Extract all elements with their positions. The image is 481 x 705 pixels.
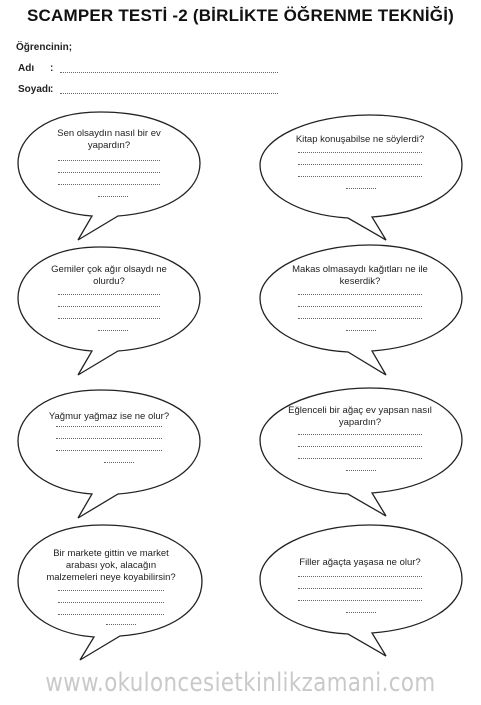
question-3: Gemiler çok ağır olsaydı ne olurdu? [51,264,167,287]
answer-line[interactable] [346,612,376,613]
answer-line[interactable] [298,446,422,447]
question-1: Sen olsaydın nasıl bir ev yapardın? [57,128,161,151]
question-8: Filler ağaçta yaşasa ne olur? [299,557,421,568]
answer-line[interactable] [298,434,422,435]
answer-line[interactable] [58,306,160,307]
page-title: SCAMPER TESTİ -2 (BİRLİKTE ÖĞRENME TEKNİĞİ) [26,6,454,25]
answer-line[interactable] [298,306,422,307]
answer-line[interactable] [346,330,376,331]
speech-bubble-5 [18,390,200,518]
answer-line[interactable] [106,624,136,625]
answer-line[interactable] [346,188,376,189]
name-colon: : [50,63,54,74]
answer-line[interactable] [58,160,160,161]
student-heading: Öğrencinin; [16,42,73,53]
watermark: www.okuloncesietkinlikzamani.com [45,668,436,698]
answer-line[interactable] [58,318,160,319]
answer-line[interactable] [58,172,160,173]
question-6: Eğlenceli bir ağaç ev yapsan nasıl yapardın? [288,405,432,428]
question-5: Yağmur yağmaz ise ne olur? [48,411,170,422]
answer-line[interactable] [58,590,164,591]
question-4: Makas olmasaydı kağıtları ne ile keserdik? [292,264,428,287]
answer-line[interactable] [98,330,128,331]
answer-line[interactable] [298,576,422,577]
answer-line[interactable] [58,602,164,603]
answer-line[interactable] [58,184,160,185]
name-label: Adı [18,63,35,74]
speech-bubble-7 [18,525,202,660]
answer-line[interactable] [298,600,422,601]
answer-line[interactable] [298,164,422,165]
answer-line[interactable] [56,426,162,427]
answer-line[interactable] [56,438,162,439]
answer-line[interactable] [298,176,422,177]
answer-line[interactable] [298,318,422,319]
answer-line[interactable] [58,294,160,295]
answer-line[interactable] [298,152,422,153]
answer-line[interactable] [298,458,422,459]
surname-colon: : [50,84,54,95]
answer-line[interactable] [104,462,134,463]
surname-label: Soyadı [18,84,51,95]
answer-line[interactable] [298,294,422,295]
answer-line[interactable] [58,614,164,615]
answer-line[interactable] [346,470,376,471]
question-7: Bir markete gittin ve market arabası yok, alacağın malzemeleri neye koyabilirsin? [46,548,176,583]
question-2: Kitap konuşabilse ne söylerdi? [295,134,425,145]
answer-line[interactable] [298,588,422,589]
speech-bubble-8 [260,525,462,656]
answer-line[interactable] [56,450,162,451]
answer-line[interactable] [98,196,128,197]
